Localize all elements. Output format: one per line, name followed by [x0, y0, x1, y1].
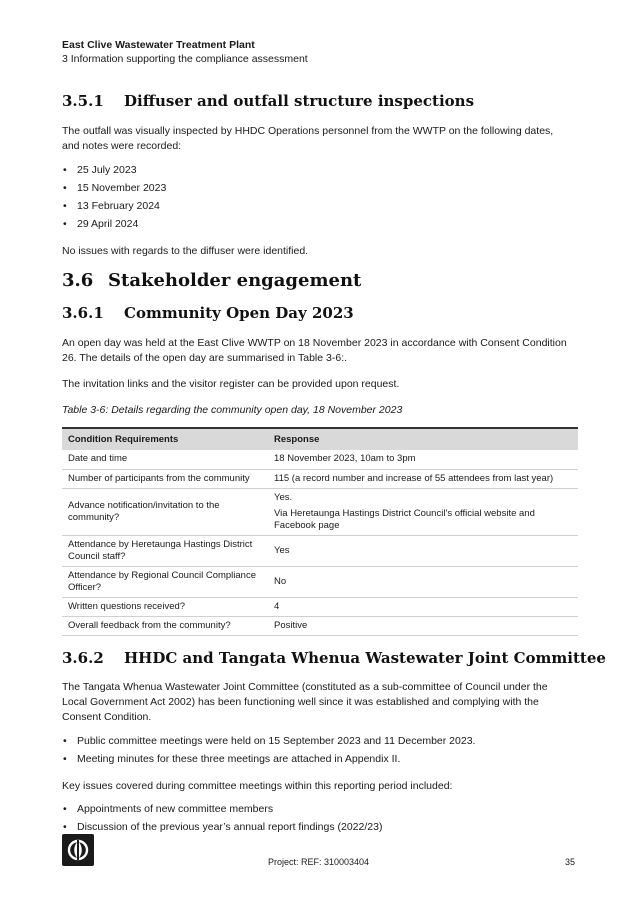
section-title: Diffuser and outfall structure inspections: [124, 92, 475, 110]
header-title: East Clive Wastewater Treatment Plant: [62, 39, 255, 51]
company-logo-icon: [62, 834, 94, 866]
section-3-5-1-heading: [62, 92, 474, 110]
paragraph: No issues with regards to the diffuser were identified.: [62, 245, 309, 257]
bullet-icon: •: [63, 182, 67, 194]
section-3-6-1-heading: [62, 304, 354, 322]
table-row: [62, 469, 578, 488]
table-row: [62, 488, 578, 535]
section-3-6-2-heading: [62, 649, 606, 667]
section-title: Community Open Day 2023: [124, 304, 354, 322]
table-cell: [268, 488, 578, 535]
list-item: • Meeting minutes for these three meetings are attached in Appendix II.: [62, 750, 572, 768]
header-subtitle: 3 Information supporting the compliance assessment: [62, 53, 308, 65]
table-cell: Number of participants from the community: [62, 469, 268, 488]
bullet-icon: •: [63, 803, 67, 815]
paragraph: Key issues covered during committee meetings within this reporting period included:: [62, 780, 453, 792]
paragraph: The invitation links and the visitor register can be provided upon request.: [62, 378, 400, 390]
list-item: • Public committee meetings were held on 15 September 2023 and 11 December 2023.: [62, 732, 572, 750]
open-day-details-table: [62, 427, 578, 636]
column-header: Condition Requirements: [62, 428, 268, 450]
table-cell: 4: [268, 597, 578, 616]
list-item: • 15 November 2023: [62, 179, 572, 197]
bullet-icon: •: [63, 164, 67, 176]
table-row: [62, 535, 578, 566]
section-number: 3.6: [62, 270, 94, 291]
bullet-icon: •: [63, 218, 67, 230]
column-header: Response: [268, 428, 578, 450]
bullet-icon: •: [63, 821, 67, 833]
section-3-6-heading: [62, 270, 361, 291]
bullet-icon: •: [63, 200, 67, 212]
table-cell: No: [268, 566, 578, 597]
table-cell: Date and time: [62, 450, 268, 469]
section-number: 3.5.1: [62, 92, 104, 110]
table-cell: Positive: [268, 616, 578, 635]
table-cell: 18 November 2023, 10am to 3pm: [268, 450, 578, 469]
table-cell: Written questions received?: [62, 597, 268, 616]
table-cell: Yes: [268, 535, 578, 566]
table-row: [62, 450, 578, 469]
table-cell: Attendance by Regional Council Compliance Officer?: [62, 566, 268, 597]
inspection-dates-list: [62, 161, 572, 233]
table-caption: Table 3-6: Details regarding the community open day, 18 November 2023: [62, 404, 403, 416]
list-item: • 13 February 2024: [62, 197, 572, 215]
table-header-row: [62, 428, 578, 450]
meetings-list: [62, 732, 572, 768]
table-cell: 115 (a record number and increase of 55 attendees from last year): [268, 469, 578, 488]
table-row: [62, 597, 578, 616]
section-title: HHDC and Tangata Whenua Wastewater Joint Committee: [124, 649, 606, 667]
section-number: 3.6.2: [62, 649, 104, 667]
cell-line: Yes.: [274, 491, 293, 503]
list-item: • Discussion of the previous year’s annual report findings (2022/23): [62, 818, 572, 836]
table-cell: Overall feedback from the community?: [62, 616, 268, 635]
cell-line: Via Heretaunga Hastings District Council’s official website and Facebook page: [274, 507, 535, 531]
paragraph: The Tangata Whenua Wastewater Joint Committee (constituted as a sub-committee of Council under the Local Government Act 2002) has been functioning well since it was established and complying with the Consent Condition.: [62, 681, 548, 723]
key-issues-list: [62, 800, 572, 836]
list-item: • 29 April 2024: [62, 215, 572, 233]
page-number: 35: [565, 857, 576, 867]
section-number: 3.6.1: [62, 304, 104, 322]
table-cell: Attendance by Heretaunga Hastings District Council staff?: [62, 535, 268, 566]
table-cell: Advance notification/invitation to the community?: [62, 488, 268, 535]
paragraph: The outfall was visually inspected by HHDC Operations personnel from the WWTP on the following dates, and notes were recorded:: [62, 125, 554, 152]
table-row: [62, 566, 578, 597]
table-row: [62, 616, 578, 635]
footer-project-ref: Project: REF: 310003404: [268, 857, 370, 867]
list-item: • 25 July 2023: [62, 161, 572, 179]
bullet-icon: •: [63, 735, 67, 747]
list-item: • Appointments of new committee members: [62, 800, 572, 818]
bullet-icon: •: [63, 753, 67, 765]
section-title: Stakeholder engagement: [108, 270, 362, 291]
paragraph: An open day was held at the East Clive WWTP on 18 November 2023 in accordance with Consent Condition 26. The details of the open day are summarised in Table 3-6:.: [62, 337, 567, 364]
